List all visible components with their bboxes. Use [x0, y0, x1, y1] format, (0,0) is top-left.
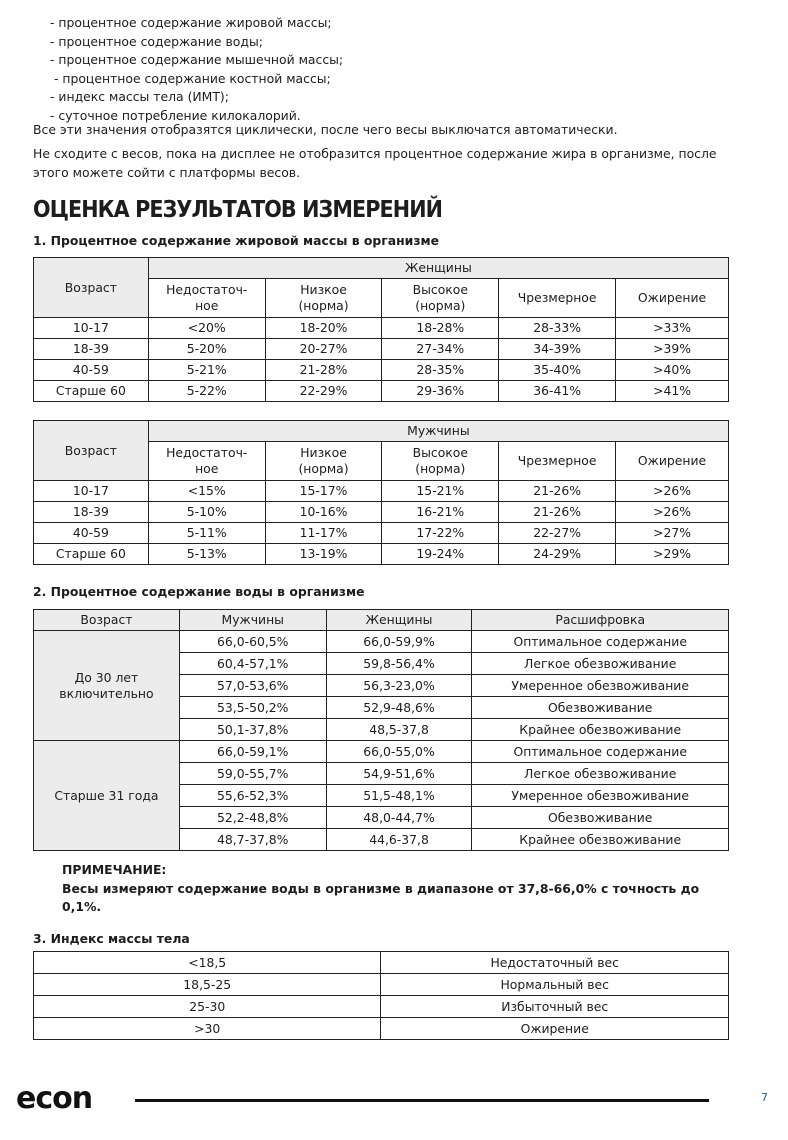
value-cell: >33% [616, 318, 729, 339]
fat-table-men [33, 420, 729, 565]
column-header: Возраст [34, 610, 180, 631]
value-cell: 59,8-56,4% [326, 653, 472, 675]
value-cell: 21-26% [499, 502, 616, 523]
age-header: Возраст [34, 421, 149, 481]
list-item: - процентное содержание воды; [50, 33, 263, 49]
value-cell: 15-17% [265, 481, 382, 502]
value-cell: 5-11% [148, 523, 265, 544]
group-header: Мужчины [148, 421, 728, 442]
value-cell: Крайнее обезвоживание [472, 719, 729, 741]
value-cell: 57,0-53,6% [179, 675, 326, 697]
value-cell: >40% [616, 360, 729, 381]
fat-table-women [33, 257, 729, 402]
note-text: Весы измеряют содержание воды в организме в диапазоне от 37,8-66,0% с точность до 0,1%. [62, 880, 700, 914]
table-row [34, 381, 729, 402]
level-header: Высокое (норма) [382, 442, 499, 481]
list-item: - процентное содержание жировой массы; [50, 15, 332, 30]
level-header: Чрезмерное [499, 442, 616, 481]
level-header: Высокое (норма) [382, 279, 499, 318]
level-header: Низкое (норма) [265, 279, 382, 318]
list-item: - процентное содержание мышечной массы; [50, 52, 344, 68]
value-cell: 5-10% [148, 502, 265, 523]
section-title-water: 2. Процентное содержание воды в организме [33, 584, 365, 599]
value-cell: 5-20% [148, 339, 265, 360]
table-row [34, 318, 729, 339]
brand-logo: econ [16, 1081, 93, 1116]
level-header: Ожирение [616, 442, 729, 481]
value-cell: >26% [616, 481, 729, 502]
note-label: ПРИМЕЧАНИЕ: [62, 862, 167, 877]
value-cell: 59,0-55,7% [179, 763, 326, 785]
bmi-category-cell: Нормальный вес [381, 974, 729, 996]
value-cell: 56,3-23,0% [326, 675, 472, 697]
column-header: Мужчины [179, 610, 326, 631]
age-cell: 10-17 [34, 318, 149, 339]
age-cell: Старше 60 [34, 381, 149, 402]
table-row [34, 523, 729, 544]
water-table [33, 609, 729, 851]
section-title-bmi: 3. Индекс массы тела [33, 931, 190, 946]
value-cell: 21-26% [499, 481, 616, 502]
value-cell: 48,0-44,7% [326, 807, 472, 829]
value-cell: 60,4-57,1% [179, 653, 326, 675]
footer-divider [135, 1099, 709, 1102]
value-cell: 66,0-59,9% [326, 631, 472, 653]
table-row [34, 741, 729, 763]
value-cell: >41% [616, 381, 729, 402]
value-cell: 11-17% [265, 523, 382, 544]
table-row [34, 502, 729, 523]
value-cell: 55,6-52,3% [179, 785, 326, 807]
bmi-category-cell: Недостаточный вес [381, 952, 729, 974]
value-cell: 27-34% [382, 339, 499, 360]
value-cell: 22-27% [499, 523, 616, 544]
age-cell: 18-39 [34, 339, 149, 360]
value-cell: 19-24% [382, 544, 499, 565]
value-cell: 48,5-37,8 [326, 719, 472, 741]
value-cell: 50,1-37,8% [179, 719, 326, 741]
value-cell: 5-22% [148, 381, 265, 402]
age-cell: 18-39 [34, 502, 149, 523]
bmi-range-cell: >30 [34, 1018, 381, 1040]
value-cell: Легкое обезвоживание [472, 653, 729, 675]
value-cell: 22-29% [265, 381, 382, 402]
value-cell: 18-28% [382, 318, 499, 339]
value-cell: 35-40% [499, 360, 616, 381]
table-row [34, 974, 729, 996]
value-cell: 20-27% [265, 339, 382, 360]
bmi-range-cell: 25-30 [34, 996, 381, 1018]
section-title-fat: 1. Процентное содержание жировой массы в организме [33, 233, 440, 248]
level-header: Ожирение [616, 279, 729, 318]
value-cell: 16-21% [382, 502, 499, 523]
value-cell: 66,0-55,0% [326, 741, 472, 763]
age-group-cell: До 30 лет включительно [34, 631, 180, 741]
table-row [34, 1018, 729, 1040]
table-row [34, 481, 729, 502]
value-cell: 17-22% [382, 523, 499, 544]
table-row [34, 996, 729, 1018]
value-cell: Обезвоживание [472, 697, 729, 719]
intro-bullet-list [50, 14, 343, 126]
value-cell: 5-21% [148, 360, 265, 381]
level-header: Низкое (норма) [265, 442, 382, 481]
value-cell: 29-36% [382, 381, 499, 402]
water-note [62, 861, 730, 917]
list-item: - процентное содержание костной массы; [50, 70, 331, 86]
age-header: Возраст [34, 258, 149, 318]
value-cell: 54,9-51,6% [326, 763, 472, 785]
value-cell: 48,7-37,8% [179, 829, 326, 851]
table-row [34, 631, 729, 653]
table-row [34, 544, 729, 565]
value-cell: Легкое обезвоживание [472, 763, 729, 785]
column-header: Женщины [326, 610, 472, 631]
value-cell: 28-33% [499, 318, 616, 339]
bmi-table [33, 951, 729, 1040]
age-cell: Старше 60 [34, 544, 149, 565]
level-header: Недостаточ- ное [148, 279, 265, 318]
value-cell: >26% [616, 502, 729, 523]
value-cell: 28-35% [382, 360, 499, 381]
value-cell: 21-28% [265, 360, 382, 381]
column-header: Расшифровка [472, 610, 729, 631]
value-cell: 5-13% [148, 544, 265, 565]
value-cell: >39% [616, 339, 729, 360]
value-cell: 36-41% [499, 381, 616, 402]
stay-on-scale-paragraph: Не сходите с весов, пока на дисплее не отобразится процентное содержание жира в организме, после этого можете сойти с платформы весов. [33, 146, 717, 180]
age-cell: 10-17 [34, 481, 149, 502]
level-header: Недостаточ- ное [148, 442, 265, 481]
value-cell: Обезвоживание [472, 807, 729, 829]
value-cell: 44,6-37,8 [326, 829, 472, 851]
value-cell: 24-29% [499, 544, 616, 565]
bmi-range-cell: <18,5 [34, 952, 381, 974]
value-cell: Умеренное обезвоживание [472, 675, 729, 697]
value-cell: 52,2-48,8% [179, 807, 326, 829]
age-cell: 40-59 [34, 360, 149, 381]
value-cell: 34-39% [499, 339, 616, 360]
value-cell: 53,5-50,2% [179, 697, 326, 719]
bmi-range-cell: 18,5-25 [34, 974, 381, 996]
value-cell: 10-16% [265, 502, 382, 523]
value-cell: <20% [148, 318, 265, 339]
value-cell: >29% [616, 544, 729, 565]
value-cell: Оптимальное содержание [472, 741, 729, 763]
list-item: - индекс массы тела (ИМТ); [50, 89, 229, 105]
value-cell: Оптимальное содержание [472, 631, 729, 653]
table-row [34, 360, 729, 381]
value-cell: 18-20% [265, 318, 382, 339]
value-cell: Умеренное обезвоживание [472, 785, 729, 807]
cycle-paragraph: Все эти значения отобразятся циклически, после чего весы выключатся автоматически. [33, 122, 618, 137]
bmi-category-cell: Избыточный вес [381, 996, 729, 1018]
value-cell: 13-19% [265, 544, 382, 565]
value-cell: <15% [148, 481, 265, 502]
level-header: Чрезмерное [499, 279, 616, 318]
value-cell: 52,9-48,6% [326, 697, 472, 719]
value-cell: 51,5-48,1% [326, 785, 472, 807]
group-header: Женщины [148, 258, 728, 279]
value-cell: 15-21% [382, 481, 499, 502]
value-cell: 66,0-60,5% [179, 631, 326, 653]
list-item: - суточное потребление килокалорий. [50, 107, 301, 123]
value-cell: 66,0-59,1% [179, 741, 326, 763]
age-group-cell: Старше 31 года [34, 741, 180, 851]
bmi-category-cell: Ожирение [381, 1018, 729, 1040]
table-row [34, 339, 729, 360]
age-cell: 40-59 [34, 523, 149, 544]
value-cell: >27% [616, 523, 729, 544]
table-row [34, 952, 729, 974]
page-title: ОЦЕНКА РЕЗУЛЬТАТОВ ИЗМЕРЕНИЙ [33, 197, 443, 223]
page-number: 7 [761, 1091, 768, 1104]
value-cell: Крайнее обезвоживание [472, 829, 729, 851]
